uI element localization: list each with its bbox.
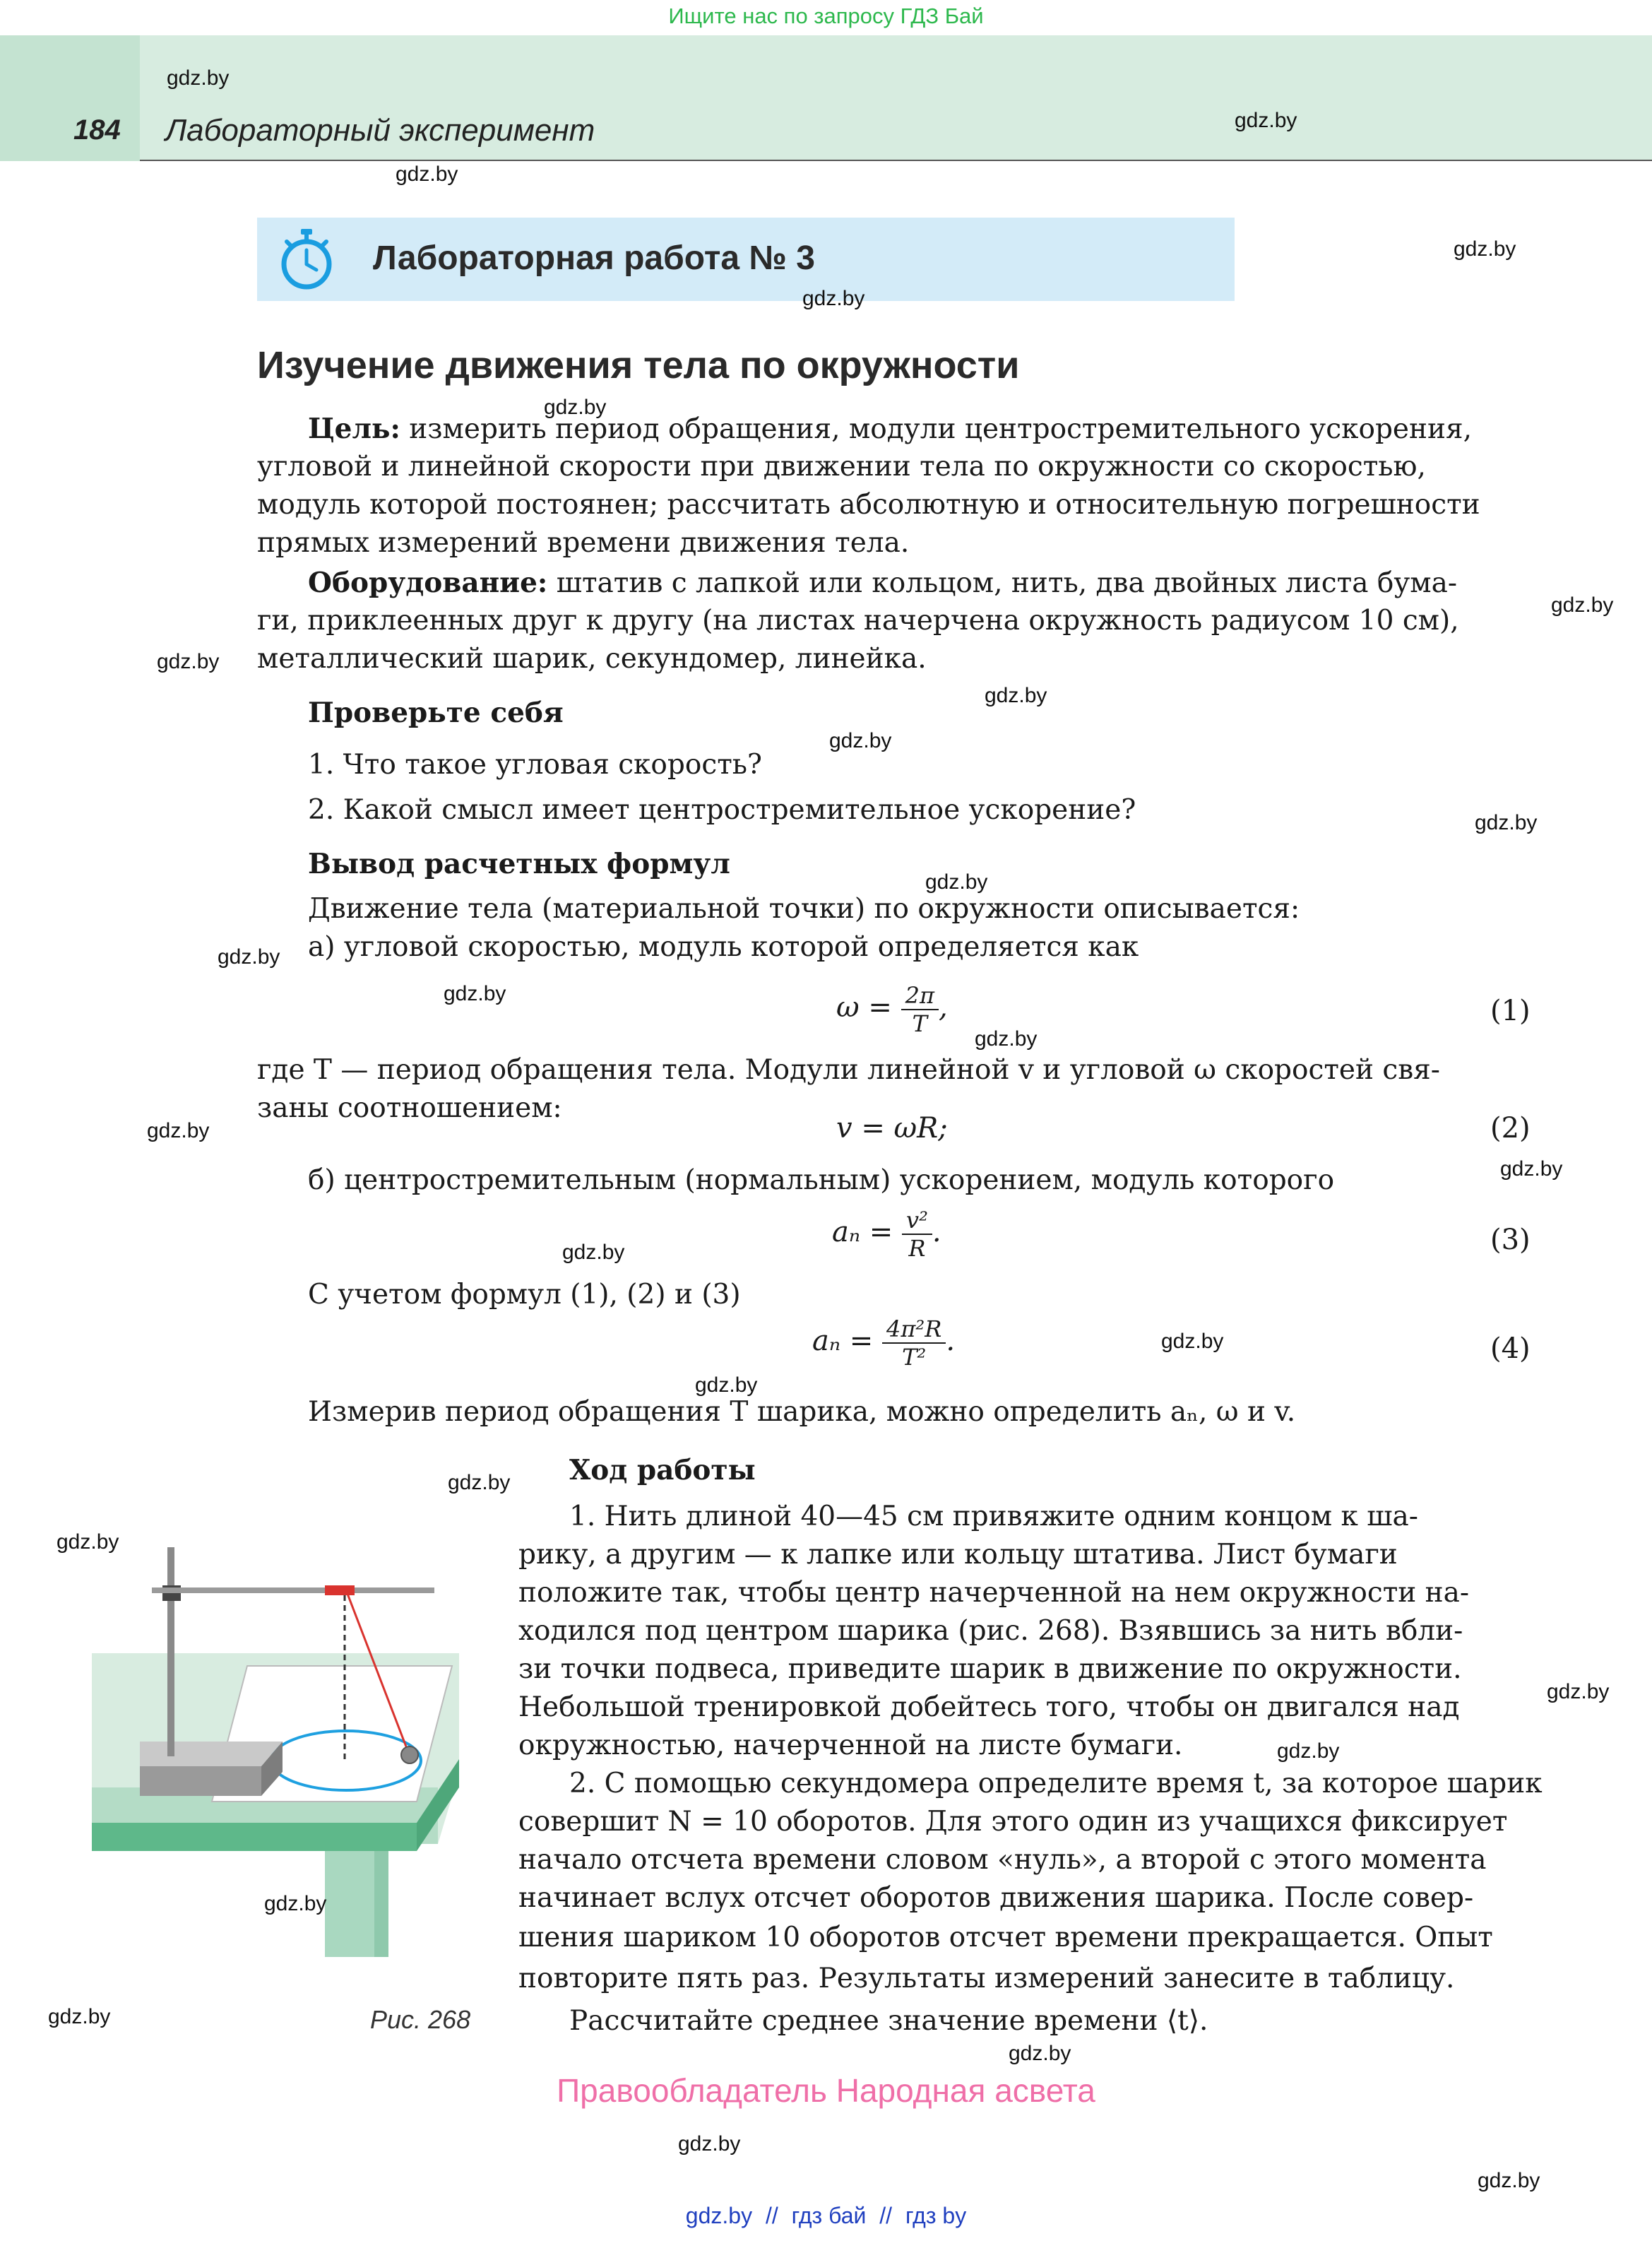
watermark: gdz.by: [829, 729, 892, 752]
watermark: gdz.by: [1551, 593, 1614, 617]
page-number: 184: [73, 114, 121, 146]
step1-line-4: ходился под центром шарика (рис. 268). Взявшись за нить вбли-: [518, 1615, 1463, 1647]
lab-subtitle: Изучение движения тела по окружности: [257, 344, 1020, 386]
step2-line-6: повторите пять раз. Результаты измерений занесите в таблицу.: [518, 1963, 1455, 1994]
ball: [401, 1746, 418, 1763]
check-question-1: 1. Что такое угловая скорость?: [308, 749, 762, 781]
watermark: gdz.by: [975, 1027, 1038, 1051]
footer-links: [0, 2203, 1652, 2229]
watermark: gdz.by: [544, 396, 607, 419]
stopwatch-icon: [277, 227, 336, 291]
derivation-conclusion: Измерив период обращения T шарика, можно определить aₙ, ω и v.: [308, 1396, 1296, 1428]
watermark: gdz.by: [802, 287, 865, 310]
figure-caption: Рис. 268: [370, 2005, 471, 2034]
watermark: gdz.by: [678, 2132, 741, 2156]
step1-line-6: Небольшой тренировкой добейтесь того, чтобы он двигался над: [518, 1691, 1460, 1723]
watermark: gdz.by: [985, 684, 1047, 707]
derivation-item-b: б) центростремительным (нормальным) ускорением, модуль которого: [308, 1164, 1335, 1196]
step1-line-2: рику, а другим — к лапке или кольцу штатива. Лист бумаги: [518, 1539, 1398, 1571]
watermark: gdz.by: [396, 162, 458, 186]
step2-line-4: начинает вслух отсчет оборотов движения шарика. После совер-: [518, 1882, 1474, 1914]
check-heading: Проверьте себя: [308, 697, 564, 729]
step2-line-2: совершит N = 10 оборотов. Для этого один из учащихся фиксирует: [518, 1806, 1508, 1838]
goal-line-1: Цель: измерить период обращения, модули центростремительного ускорения,: [308, 413, 1472, 445]
formula-3-number: (3): [1490, 1224, 1531, 1256]
goal-line-2: угловой и линейной скорости при движении тела по окружности со скоростью,: [257, 451, 1426, 483]
watermark: gdz.by: [218, 945, 280, 969]
step2-line-3: начало отсчета времени словом «нуль», а второй с этого момента: [518, 1844, 1487, 1876]
copyright-notice: Правообладатель Народная асвета: [557, 2072, 1095, 2109]
watermark: gdz.by: [1235, 109, 1297, 132]
step1-line-3: положите так, чтобы центр начерченной на нем окружности на-: [518, 1577, 1470, 1609]
lab-title: Лабораторная работа № 3: [373, 240, 815, 277]
watermark: gdz.by: [48, 2005, 111, 2028]
formula-2-number: (2): [1490, 1112, 1531, 1145]
watermark: gdz.by: [448, 1471, 511, 1494]
watermark: gdz.by: [444, 982, 506, 1005]
footer-separator: //: [765, 2203, 778, 2228]
step1-line-1: 1. Нить длиной 40—45 см привяжите одним концом к ша-: [569, 1501, 1418, 1532]
footer-link-gdz-by-ru[interactable]: гдз by: [905, 2203, 967, 2228]
derivation-intro: Движение тела (материальной точки) по окружности описывается:: [308, 893, 1300, 925]
step2-line-5: шения шариком 10 оборотов отсчет времени прекращается. Опыт: [518, 1922, 1493, 1953]
step1-line-7: окружностью, начерченной на листе бумаги.: [518, 1729, 1183, 1761]
watermark: gdz.by: [147, 1119, 210, 1142]
watermark: gdz.by: [562, 1241, 625, 1264]
goal-line-3: модуль которой постоянен; рассчитать абсолютную и относительную погрешности: [257, 489, 1480, 521]
section-title: Лабораторный эксперимент: [165, 113, 595, 148]
watermark: gdz.by: [264, 1892, 327, 1915]
watermark: gdz.by: [695, 1373, 758, 1397]
formula-4: aₙ = $\frac{\text{4π²R}}{\text{T²}}$ .: [812, 1315, 956, 1371]
procedure-heading: Ход работы: [569, 1454, 756, 1486]
footer-link-gdz-by[interactable]: gdz.by: [685, 2203, 753, 2228]
lab-title-box: [257, 218, 1235, 301]
formula-2: v = ωR;: [836, 1112, 948, 1145]
step2-line-7: Рассчитайте среднее значение времени ⟨t⟩.: [569, 2005, 1208, 2037]
step2-line-1: 2. С помощью секундомера определите время t, за которое шарик: [569, 1768, 1543, 1799]
watermark: gdz.by: [157, 650, 220, 673]
watermark: gdz.by: [1547, 1680, 1610, 1703]
watermark: gdz.by: [1454, 237, 1516, 261]
footer-separator: //: [879, 2203, 893, 2228]
watermark: gdz.by: [1478, 2169, 1540, 2192]
formula-3: aₙ = $\frac{\text{v²}}{R}$ .: [832, 1207, 941, 1262]
equipment-line-3: металлический шарик, секундомер, линейка.: [257, 643, 927, 675]
top-banner[interactable]: Ищите нас по запросу ГДЗ Бай: [668, 4, 984, 28]
watermark: gdz.by: [1500, 1157, 1563, 1181]
formula-1: ω = $\frac{2\pi}{T}$ ,: [836, 982, 948, 1037]
formula-4-number: (4): [1490, 1332, 1531, 1365]
watermark: gdz.by: [1277, 1739, 1340, 1763]
equipment-line-1: Оборудование: штатив с лапкой или кольцом, нить, два двойных листа бума-: [308, 567, 1458, 599]
watermark: gdz.by: [925, 870, 988, 894]
watermark: gdz.by: [1161, 1330, 1224, 1353]
derivation-heading: Вывод расчетных формул: [308, 848, 730, 880]
formula-1-number: (1): [1490, 995, 1531, 1027]
goal-line-4: прямых измерений времени движения тела.: [257, 527, 910, 559]
step1-line-5: зи точки подвеса, приведите шарик в движение по окружности.: [518, 1653, 1462, 1685]
where-line-1: где T — период обращения тела. Модули линейной v и угловой ω скоростей свя-: [257, 1054, 1440, 1086]
header-rule: [140, 160, 1652, 161]
equipment-label: Оборудование:: [308, 567, 548, 599]
derivation-item-a: а) угловой скоростью, модуль которой определяется как: [308, 931, 1139, 963]
watermark: gdz.by: [167, 66, 230, 90]
watermark: gdz.by: [57, 1530, 119, 1554]
goal-label: Цель:: [308, 413, 400, 445]
footer-link-gdz-bai[interactable]: гдз бай: [791, 2203, 867, 2228]
check-question-2: 2. Какой смысл имеет центростремительное ускорение?: [308, 794, 1136, 826]
watermark: gdz.by: [1009, 2042, 1071, 2065]
watermark: gdz.by: [1475, 811, 1538, 834]
with-formulas-line: С учетом формул (1), (2) и (3): [308, 1279, 741, 1311]
where-line-2: заны соотношением:: [257, 1092, 562, 1124]
equipment-line-2: ги, приклеенных друг к другу (на листах начерчена окружность радиусом 10 см),: [257, 605, 1459, 637]
